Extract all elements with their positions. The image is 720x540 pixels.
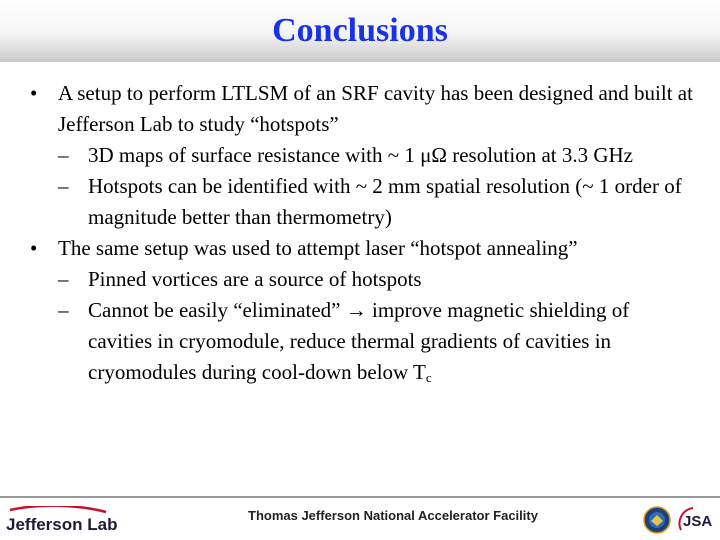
bullet-2-text: The same setup was used to attempt laser “hotspot annealing” (58, 236, 578, 260)
doe-seal-icon (643, 506, 671, 534)
jsa-logo (675, 504, 717, 536)
bullet-2 (28, 233, 698, 264)
slide-title: Conclusions (272, 12, 448, 49)
bullet-1 (28, 78, 698, 140)
lab-name: Thomas Jefferson National Accelerator Facility (248, 508, 538, 523)
bullet-2-sub-2-text: Cannot be easily “eliminated” → improve magnetic shielding of cavities in cryomodule, reduce thermal gradients of cavities in cryomodules during cool-down below T (88, 298, 630, 384)
bullet-1-text: A setup to perform LTLSM of an SRF cavity has been designed and built at Jefferson Lab to study “hotspots” (58, 81, 693, 136)
jsa-logo-text: JSA (683, 513, 713, 530)
footer (0, 496, 720, 540)
bullet-2-sub-1 (28, 264, 698, 295)
logo-text: Jefferson Lab (6, 515, 118, 534)
dash-mark: – (58, 267, 69, 291)
bullet-mark: • (30, 236, 38, 260)
footer-divider (0, 496, 720, 498)
jefferson-lab-logo (6, 506, 126, 534)
slide-content (28, 78, 698, 388)
bullet-1-sub-2 (28, 171, 698, 233)
dash-mark: – (58, 143, 69, 167)
bullet-2-sub-1-text: Pinned vortices are a source of hotspots (88, 267, 422, 291)
bullet-2-sub-2 (28, 295, 698, 388)
bullet-mark: • (30, 81, 38, 105)
tc-subscript: c (425, 370, 432, 385)
dash-mark: – (58, 298, 69, 322)
bullet-1-sub-2-text: Hotspots can be identified with ~ 2 mm spatial resolution (~ 1 order of magnitude better than thermometry) (88, 174, 682, 229)
bullet-1-sub-1-text: 3D maps of surface resistance with ~ 1 μΩ resolution at 3.3 GHz (88, 143, 634, 167)
bullet-1-sub-1 (28, 140, 698, 171)
dash-mark: – (58, 174, 69, 198)
